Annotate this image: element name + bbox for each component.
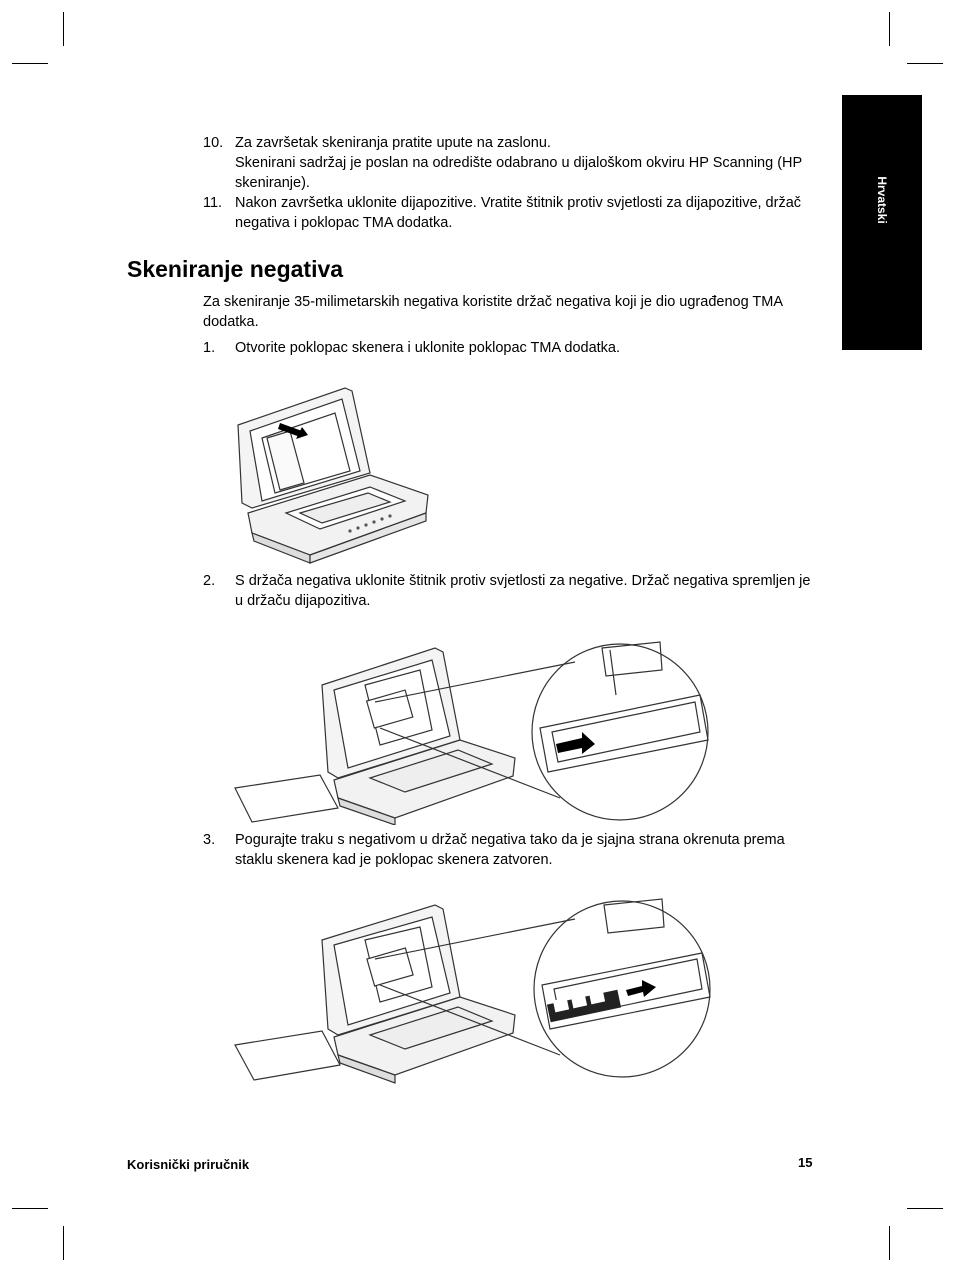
remove-light-shield-illustration bbox=[230, 640, 720, 825]
language-tab-label: Hrvatski bbox=[875, 176, 889, 224]
step-text bbox=[235, 193, 815, 233]
crop-mark bbox=[889, 12, 890, 46]
step-number: 3. bbox=[203, 832, 216, 848]
language-tab bbox=[842, 95, 922, 350]
step-text: Otvorite poklopac skenera i uklonite poklopac TMA dodatka. bbox=[235, 340, 621, 356]
crop-mark bbox=[63, 1226, 64, 1260]
insert-negative-strip-illustration bbox=[230, 895, 720, 1085]
step-text: S držača negativa uklonite štitnik protiv svjetlosti za negative. Držač negativa spremljen je u držaču dijapozitiva. bbox=[235, 573, 811, 609]
crop-mark bbox=[12, 63, 48, 64]
section-title: Skeniranje negativa bbox=[127, 256, 344, 282]
crop-mark bbox=[889, 1226, 890, 1260]
footer-manual-name: Korisnički priručnik bbox=[127, 1157, 250, 1172]
step-text bbox=[235, 133, 815, 193]
scanner-open-lid-illustration bbox=[230, 383, 435, 568]
crop-mark bbox=[907, 1208, 943, 1209]
step-number: 1. bbox=[203, 340, 216, 356]
crop-mark bbox=[907, 63, 943, 64]
step-line: Nakon završetka uklonite dijapozitive. Vratite štitnik protiv svjetlosti za dijapozitive, držač negativa i poklopac TMA dodatka. bbox=[235, 195, 802, 231]
step-number: 2. bbox=[203, 573, 216, 589]
step-text: Pogurajte traku s negativom u držač negativa tako da je sjajna strana okrenuta prema staklu skenera kad je poklopac skenera zatvoren. bbox=[235, 832, 785, 868]
step-line: Skenirani sadržaj je poslan na odredište odabrano u dijaloškom okviru HP Scanning (HP skeniranje). bbox=[235, 155, 802, 191]
section-intro: Za skeniranje 35-milimetarskih negativa koristite držač negativa koji je dio ugrađenog TMA dodatka. bbox=[203, 294, 783, 330]
crop-mark bbox=[12, 1208, 48, 1209]
step-line: Za završetak skeniranja pratite upute na zaslonu. bbox=[235, 135, 551, 151]
footer-page-number: 15 bbox=[798, 1155, 813, 1170]
step-number: 11. bbox=[203, 195, 223, 211]
step-number: 10. bbox=[203, 135, 224, 151]
crop-mark bbox=[63, 12, 64, 46]
